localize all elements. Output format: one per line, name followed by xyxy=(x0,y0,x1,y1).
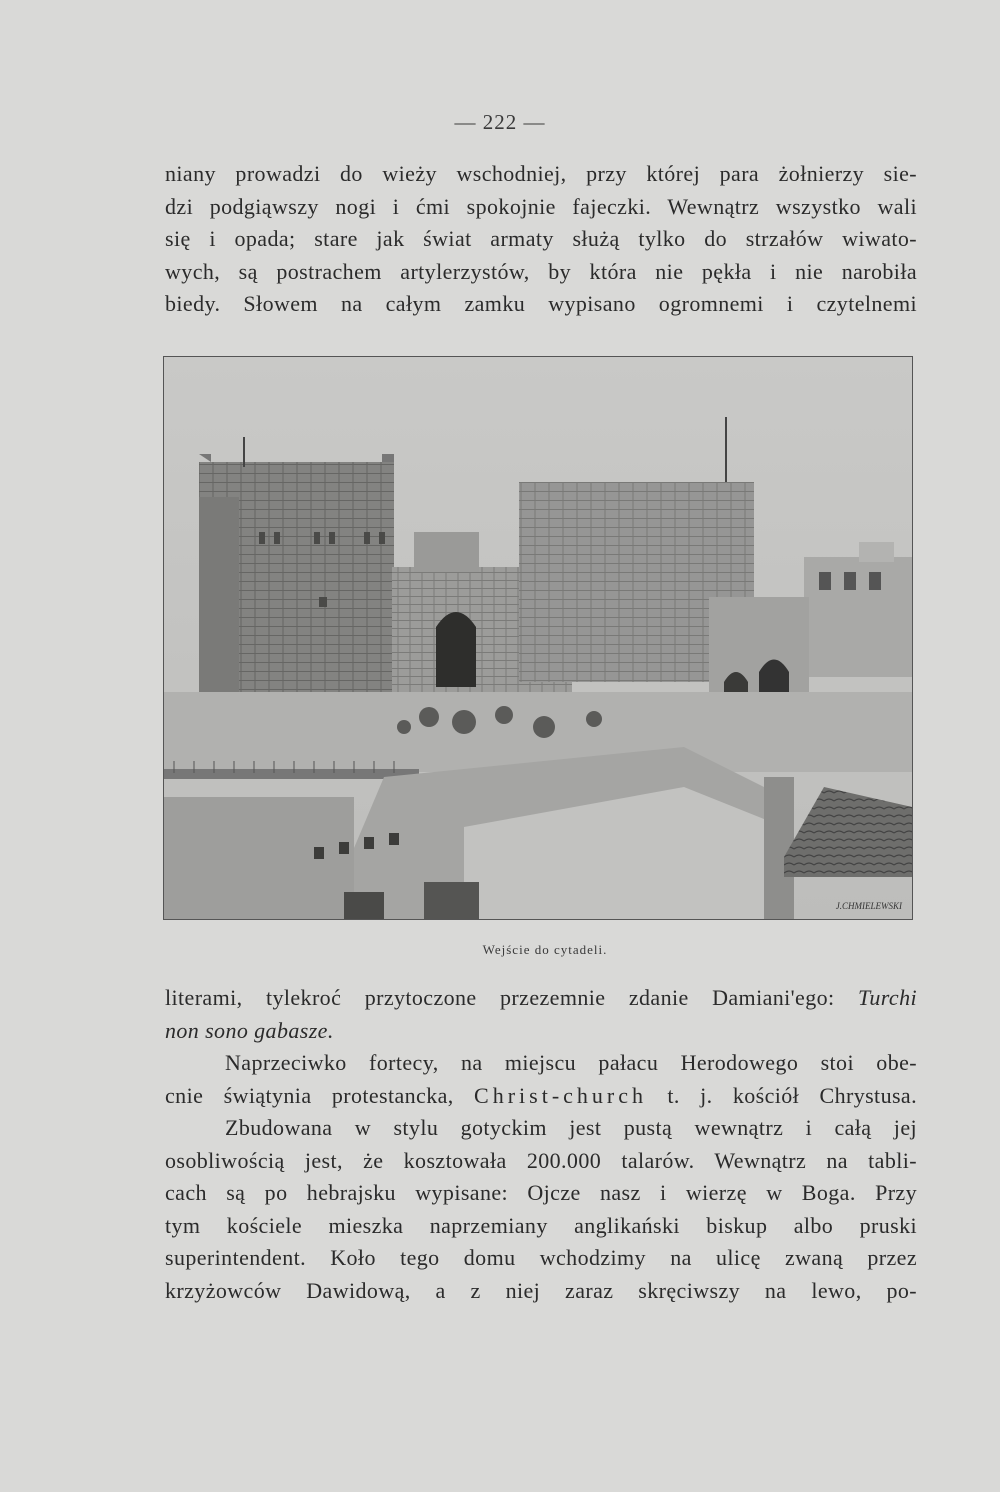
citadel-photograph xyxy=(163,356,913,920)
paragraph-bottom xyxy=(165,1112,917,1307)
text-line: się i opada; stare jak świat armaty służą tylko do strzałów wiwato- xyxy=(165,226,917,251)
text-line: tym kościele mieszka naprzemiany anglikański biskup albo pruski xyxy=(165,1212,917,1238)
italic-quote: non sono gabasze xyxy=(165,1017,328,1043)
text-segment: t. j. kościół Chrystusa. xyxy=(647,1082,917,1108)
text-line: superintendent. Koło tego domu wchodzimy na ulicę zwaną przez xyxy=(165,1245,917,1270)
engraver-signature: J.CHMIELEWSKI xyxy=(835,901,902,911)
text-line: wych, są postrachem artylerzystów, by która nie pękła i nie narobiła xyxy=(165,258,917,284)
figure-caption: Wejście do cytadeli. xyxy=(482,942,608,957)
paragraph-continuation xyxy=(165,982,917,1047)
text-segment: cnie świątynia protestancka, xyxy=(165,1082,475,1108)
page-number: — 222 — xyxy=(454,110,546,134)
text-line: krzyżowców Dawidową, a z niej zaraz skręciwszy na lewo, po- xyxy=(165,1277,917,1303)
text-line: Zbudowana w stylu gotyckim jest pustą wewnątrz i całą jej xyxy=(225,1115,917,1140)
text-line xyxy=(165,982,917,1015)
text-line: dzi podgiąwszy nogi i ćmi spokojnie fajeczki. Wewnątrz wszystko wali xyxy=(165,193,917,219)
citadel-illustration xyxy=(164,357,912,919)
text-line xyxy=(165,1080,917,1113)
paragraph-christ-church xyxy=(165,1047,917,1112)
italic-quote: Turchi xyxy=(857,985,917,1010)
text-line: niany prowadzi do wieży wschodniej, przy której para żołnierzy sie- xyxy=(165,161,917,186)
paragraph-top xyxy=(165,158,917,321)
text-line: biedy. Słowem na całym zamku wypisano ogromnemi i czytelnemi xyxy=(165,291,917,316)
text-line: cach są po hebrajsku wypisane: Ojcze nasz i wierzę w Boga. Przy xyxy=(165,1180,917,1205)
text-segment: literami, tylekroć przytoczone przezemnie zdanie Damiani'ego: xyxy=(165,985,858,1010)
text-line: Naprzeciwko fortecy, na miejscu pałacu Herodowego stoi obe- xyxy=(225,1050,917,1075)
text-line: osobliwością jest, że kosztowała 200.000 talarów. Wewnątrz na tabli- xyxy=(165,1147,917,1173)
text-segment: . xyxy=(327,1017,334,1043)
spaced-term: Christ-church xyxy=(474,1082,647,1108)
text-line xyxy=(165,1015,917,1048)
